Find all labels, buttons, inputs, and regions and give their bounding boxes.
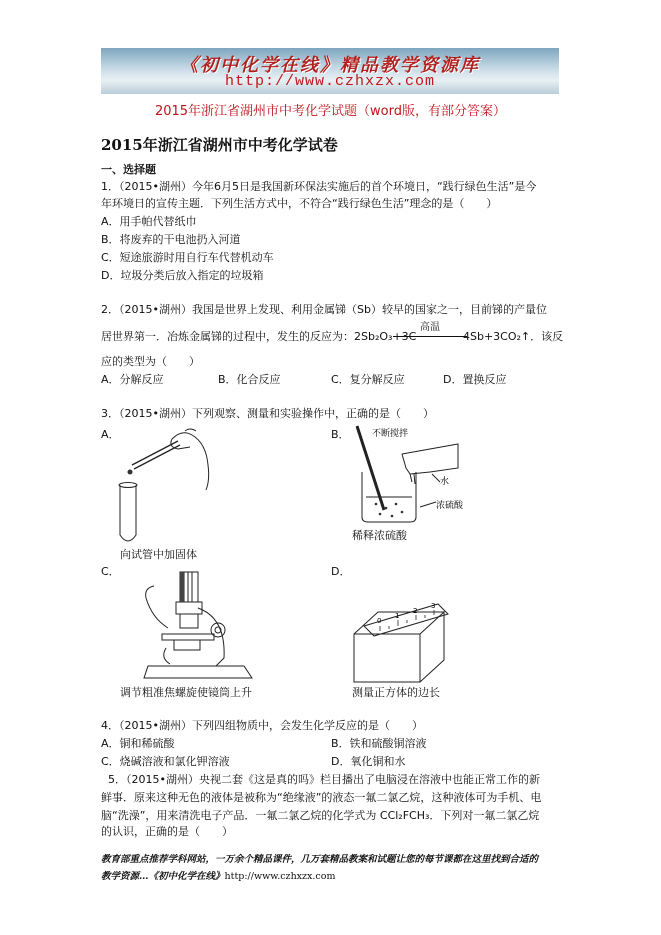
figure-add-solid-test-tube: [110, 425, 220, 550]
reaction-arrow-line: [393, 336, 467, 337]
q5-line1: 5．（2015•湖州）央视二套《这是真的吗》栏目播出了电脑浸在溶液中也能正常工作的新: [108, 773, 540, 786]
figure-ruler-cube: [350, 590, 460, 688]
q3-line1: 3．（2015•湖州）下列观察、测量和实验操作中，正确的是（ ）: [101, 407, 434, 420]
footer-line1: 教育部重点推荐学科网站，一万余个精品课件，几万套精品教案和试题让您的每节课都在这里找到合适的: [101, 854, 539, 865]
q3-label-a[interactable]: A．: [101, 428, 120, 441]
q4-line1: 4．（2015•湖州）下列四组物质中，会发生化学反应的是（ ）: [101, 719, 423, 732]
q2-option-a[interactable]: A．分解反应: [101, 373, 164, 386]
figure-dilute-acid: [340, 422, 470, 532]
q3-caption-c: 调节粗准焦螺旋使镜筒上升: [120, 686, 252, 699]
q1-option-b[interactable]: B．将废弃的干电池扔入河道: [101, 233, 241, 246]
q4-option-b[interactable]: B．铁和硫酸铜溶液: [331, 737, 427, 750]
q4-option-c[interactable]: C．烧碱溶液和氯化钾溶液: [101, 755, 230, 768]
q3-caption-d: 测量正方体的边长: [352, 686, 440, 699]
q3-caption-b: 稀释浓硫酸: [352, 529, 407, 542]
q5-line3: 脑“洗澡”，用来清洗电子产品．一氟二氯乙烷的化学式为 CCl₂FCH₃．下列对一氟二氯乙烷: [101, 809, 540, 822]
d-tick-0: 0: [377, 617, 382, 625]
q2-option-b[interactable]: B．化合反应: [218, 373, 281, 386]
footer-url[interactable]: http://www.czhxzx.com: [224, 871, 336, 882]
footer: [101, 851, 561, 885]
q2-line2a: 居世界第一．冶炼金属锑的过程中，发生的反应为：2Sb₂O₃+3C: [101, 330, 417, 343]
q3-label-b[interactable]: B．: [331, 428, 350, 441]
q2-option-c[interactable]: C．复分解反应: [331, 373, 405, 386]
section-heading: 一、选择题: [101, 163, 156, 176]
q4-option-d[interactable]: D．氧化铜和水: [331, 755, 406, 768]
q1-line1: 1．（2015•湖州）今年6月5日是我国新环保法实施后的首个环境日，“践行绿色生活”是今: [101, 180, 537, 193]
q2-option-d[interactable]: D．置换反应: [443, 373, 507, 386]
reaction-condition-label: 高温: [420, 322, 440, 333]
q1-option-a[interactable]: A．用手帕代替纸巾: [101, 215, 197, 228]
q2-line2b: 4Sb+3CO₂↑．该反: [463, 330, 564, 343]
q5-line2: 鲜事．原来这种无色的液体是被称为“绝缘液”的液态一氟二氯乙烷，这种液体可为手机、电: [101, 791, 542, 804]
q2-line3: 应的类型为（ ）: [101, 355, 200, 368]
d-tick-3: 3: [431, 602, 436, 610]
q3-label-c[interactable]: C．: [101, 565, 120, 578]
q3-label-d[interactable]: D．: [331, 565, 351, 578]
q1-line2: 年环境日的宣传主题．下列生活方式中，不符合“践行绿色生活”理念的是（ ）: [101, 197, 498, 210]
b-fig-water-label: 水: [440, 477, 450, 487]
header-banner: [101, 48, 559, 94]
d-tick-1: 1: [395, 612, 400, 620]
q5-line4: 的认识，正确的是（ ）: [101, 825, 233, 838]
d-tick-2: 2: [413, 607, 418, 615]
q3-caption-a: 向试管中加固体: [120, 548, 197, 561]
banner-title: 《初中化学在线》精品教学资源库: [180, 55, 480, 76]
red-title: 2015年浙江省湖州市中考化学试题（word版，有部分答案）: [154, 104, 507, 119]
page-title: 2015年浙江省湖州市中考化学试卷: [101, 136, 338, 154]
q4-option-a[interactable]: A．铜和稀硫酸: [101, 737, 175, 750]
footer-line2-wrap: [101, 868, 561, 885]
b-fig-acid-label: 浓硫酸: [436, 501, 464, 511]
q1-option-d[interactable]: D．垃圾分类后放入指定的垃圾箱: [101, 269, 264, 282]
footer-line2: 教学资源…《初中化学在线》: [101, 871, 225, 882]
banner-url[interactable]: http://www.czhxzx.com: [224, 73, 436, 90]
b-fig-stir-label: 不断搅拌: [372, 429, 409, 439]
q2-line1: 2．（2015•湖州）我国是世界上发现、利用金属锑（Sb）较早的国家之一，目前锑的产量位: [101, 303, 547, 316]
figure-microscope: [140, 568, 270, 686]
q1-option-c[interactable]: C．短途旅游时用自行车代替机动车: [101, 251, 274, 264]
